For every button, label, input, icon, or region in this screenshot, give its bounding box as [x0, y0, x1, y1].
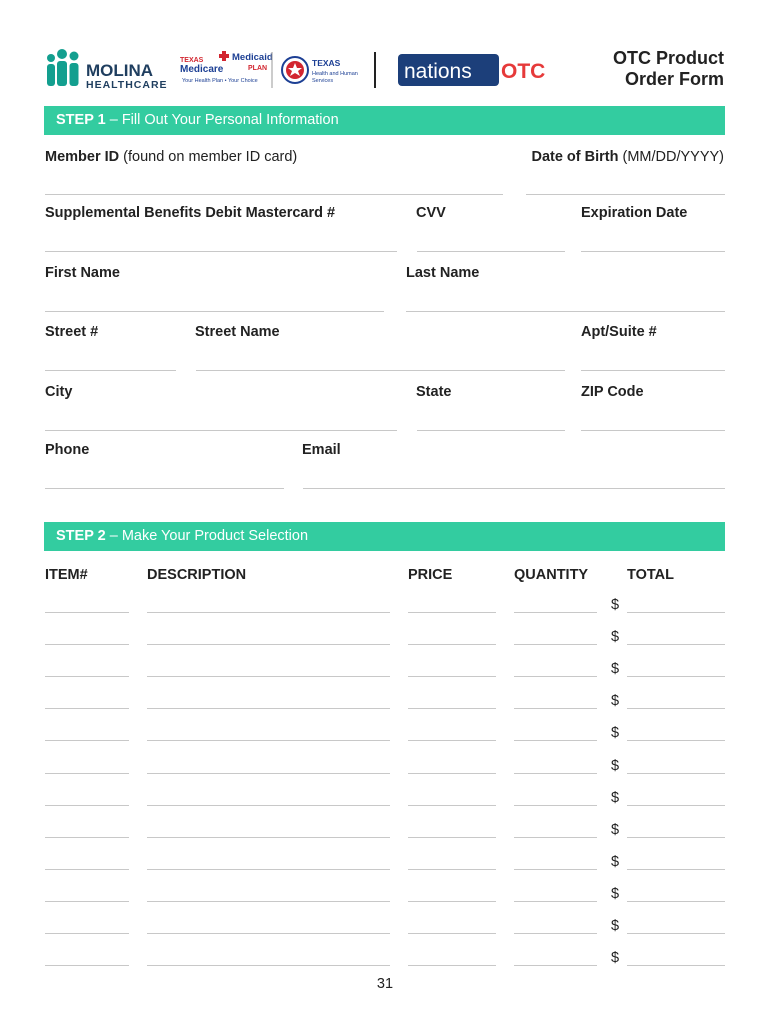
column-header-item: ITEM# [45, 567, 88, 583]
svg-text:Services: Services [312, 78, 334, 84]
svg-text:Medicaid: Medicaid [232, 52, 273, 63]
dob-label: Date of Birth (MM/DD/YYYY) [531, 149, 724, 165]
item-field[interactable] [45, 901, 129, 902]
zip-field[interactable] [581, 430, 725, 431]
currency-symbol: $ [611, 822, 620, 838]
molina-logo-icon [47, 49, 79, 86]
phone-label: Phone [45, 442, 90, 458]
header-logos [44, 48, 564, 92]
apt-suite-label: Apt/Suite # [581, 324, 657, 340]
description-field[interactable] [147, 644, 390, 645]
currency-symbol: $ [611, 629, 620, 645]
svg-text:Health and Human: Health and Human [312, 71, 358, 77]
medicare-cross-icon [219, 51, 229, 61]
item-field[interactable] [45, 612, 129, 613]
column-header-quantity: QUANTITY [514, 567, 589, 583]
total-field[interactable] [627, 837, 725, 838]
street-number-label: Street # [45, 324, 99, 340]
cvv-label: CVV [416, 205, 446, 221]
zip-label: ZIP Code [581, 384, 644, 400]
total-field[interactable] [627, 740, 725, 741]
total-field[interactable] [627, 901, 725, 902]
total-field[interactable] [627, 805, 725, 806]
currency-symbol: $ [611, 918, 620, 934]
item-field[interactable] [45, 805, 129, 806]
column-header-description: DESCRIPTION [147, 567, 247, 583]
step1-banner: STEP 1 – Fill Out Your Personal Information [44, 106, 725, 135]
currency-symbol: $ [611, 693, 620, 709]
quantity-field[interactable] [514, 965, 597, 966]
currency-symbol: $ [611, 597, 620, 613]
price-field[interactable] [408, 644, 496, 645]
quantity-field[interactable] [514, 933, 597, 934]
description-field[interactable] [147, 676, 390, 677]
currency-symbol: $ [611, 661, 620, 677]
quantity-field[interactable] [514, 805, 597, 806]
expiration-label: Expiration Date [581, 205, 688, 221]
street-name-field[interactable] [196, 370, 565, 371]
total-field[interactable] [627, 965, 725, 966]
expiration-field[interactable] [581, 251, 725, 252]
price-field[interactable] [408, 805, 496, 806]
description-field[interactable] [147, 773, 390, 774]
quantity-field[interactable] [514, 773, 597, 774]
quantity-field[interactable] [514, 676, 597, 677]
total-field[interactable] [627, 933, 725, 934]
currency-symbol: $ [611, 950, 620, 966]
item-field[interactable] [45, 965, 129, 966]
molina-wordmark: MOLINA [86, 61, 154, 80]
city-label: City [45, 384, 73, 400]
city-field[interactable] [45, 430, 397, 431]
description-field[interactable] [147, 965, 390, 966]
email-label: Email [302, 442, 341, 458]
debit-card-field[interactable] [45, 251, 397, 252]
debit-card-label: Supplemental Benefits Debit Mastercard # [45, 205, 336, 221]
description-field[interactable] [147, 869, 390, 870]
price-field[interactable] [408, 837, 496, 838]
currency-symbol: $ [611, 886, 620, 902]
price-field[interactable] [408, 676, 496, 677]
total-field[interactable] [627, 644, 725, 645]
quantity-field[interactable] [514, 740, 597, 741]
item-field[interactable] [45, 837, 129, 838]
molina-wordmark-sub: HEALTHCARE [86, 79, 168, 91]
last-name-field[interactable] [406, 311, 725, 312]
cvv-field[interactable] [417, 251, 565, 252]
total-field[interactable] [627, 773, 725, 774]
item-field[interactable] [45, 644, 129, 645]
description-field[interactable] [147, 740, 390, 741]
svg-text:Your Health Plan • Your Choi: Your Health Plan • Your Choice [182, 78, 258, 84]
svg-text:PLAN: PLAN [248, 65, 268, 72]
currency-symbol: $ [611, 725, 620, 741]
price-field[interactable] [408, 933, 496, 934]
total-field[interactable] [627, 612, 725, 613]
texas-hhs-seal-icon [282, 57, 308, 83]
dob-field[interactable] [526, 194, 725, 195]
page-number: 31 [376, 976, 394, 992]
svg-text:TEXAS: TEXAS [312, 58, 341, 68]
page-title: OTC Product Order Form [613, 48, 724, 89]
step2-banner: STEP 2 – Make Your Product Selection [44, 522, 725, 551]
quantity-field[interactable] [514, 644, 597, 645]
svg-text:TEXAS: TEXAS [180, 57, 204, 64]
description-field[interactable] [147, 708, 390, 709]
nations-wordmark: nations [404, 60, 472, 83]
svg-text:Medicare: Medicare [180, 64, 224, 75]
total-field[interactable] [627, 676, 725, 677]
price-field[interactable] [408, 869, 496, 870]
item-field[interactable] [45, 708, 129, 709]
total-field[interactable] [627, 708, 725, 709]
currency-symbol: $ [611, 854, 620, 870]
description-field[interactable] [147, 837, 390, 838]
item-field[interactable] [45, 676, 129, 677]
item-field[interactable] [45, 740, 129, 741]
description-field[interactable] [147, 612, 390, 613]
quantity-field[interactable] [514, 901, 597, 902]
description-field[interactable] [147, 901, 390, 902]
column-header-total: TOTAL [627, 567, 674, 583]
quantity-field[interactable] [514, 869, 597, 870]
price-field[interactable] [408, 740, 496, 741]
price-field[interactable] [408, 965, 496, 966]
last-name-label: Last Name [406, 265, 480, 281]
quantity-field[interactable] [514, 708, 597, 709]
quantity-field[interactable] [514, 612, 597, 613]
member-id-field[interactable] [45, 194, 503, 195]
column-header-price: PRICE [408, 567, 453, 583]
first-name-label: First Name [45, 265, 120, 281]
street-number-field[interactable] [45, 370, 176, 371]
state-label: State [416, 384, 452, 400]
street-name-label: Street Name [195, 324, 280, 340]
total-field[interactable] [627, 869, 725, 870]
item-field[interactable] [45, 869, 129, 870]
member-id-label: Member ID (found on member ID card) [45, 149, 298, 165]
description-field[interactable] [147, 933, 390, 934]
apt-suite-field[interactable] [581, 370, 725, 371]
item-field[interactable] [45, 933, 129, 934]
item-field[interactable] [45, 773, 129, 774]
email-field[interactable] [303, 488, 725, 489]
otc-wordmark: OTC [501, 60, 546, 83]
quantity-field[interactable] [514, 837, 597, 838]
price-field[interactable] [408, 708, 496, 709]
first-name-field[interactable] [45, 311, 384, 312]
currency-symbol: $ [611, 758, 620, 774]
price-field[interactable] [408, 612, 496, 613]
phone-field[interactable] [45, 488, 284, 489]
price-field[interactable] [408, 901, 496, 902]
state-field[interactable] [417, 430, 565, 431]
currency-symbol: $ [611, 790, 620, 806]
price-field[interactable] [408, 773, 496, 774]
description-field[interactable] [147, 805, 390, 806]
